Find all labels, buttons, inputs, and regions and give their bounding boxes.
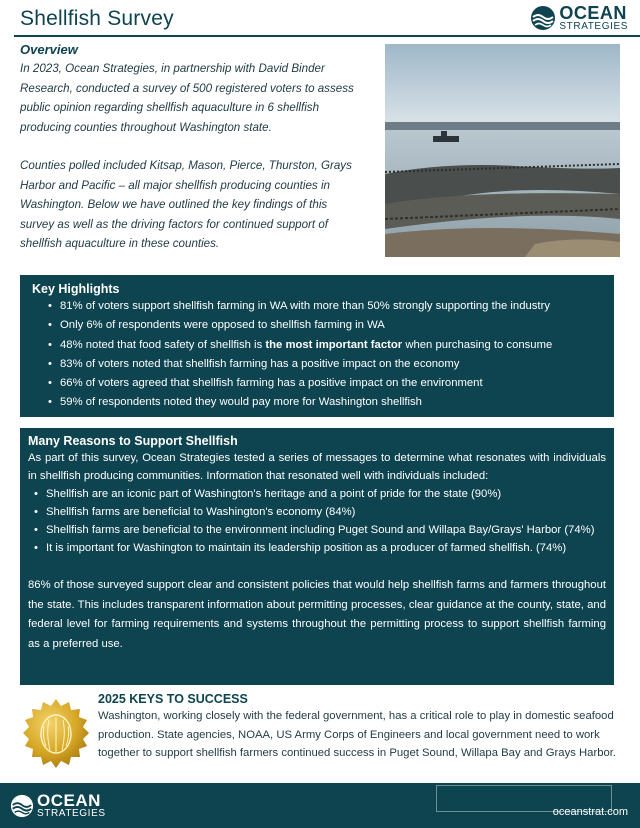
page-header [0, 0, 640, 36]
list-item: • Shellfish farms are beneficial to the environment including Puget Sound and Willapa Bay/Grays' Harbor (74%) [32, 521, 606, 539]
overview-paragraph-1: In 2023, Ocean Strategies, in partnership with David Binder Research, conducted a survey of 500 registered voters to assess public opinion regarding shellfish aquaculture in 6 shellfish producing counties throughout Washington state. [20, 62, 354, 134]
reasons-box [20, 428, 614, 685]
list-item-text: 48% noted that food safety of shellfish is [60, 338, 266, 351]
page-footer [0, 783, 640, 828]
logo-word-strategies: STRATEGIES [559, 21, 628, 32]
overview-heading: Overview [20, 42, 78, 57]
logo-word-ocean: OCEAN [37, 791, 101, 810]
key-highlights-box [20, 275, 614, 417]
list-item: • Shellfish are an iconic part of Washington's heritage and a point of pride for the state (90%) [32, 485, 606, 503]
list-item: • 83% of voters noted that shellfish farming has a positive impact on the economy [46, 355, 604, 374]
logo-word-ocean: OCEAN [559, 3, 627, 23]
list-item: • 66% of voters agreed that shellfish farming has a positive impact on the environment [46, 374, 604, 393]
header-divider [14, 35, 640, 37]
website-link[interactable]: oceanstrat.com [552, 806, 628, 818]
shellfish-farm-photo [385, 44, 620, 257]
gold-shell-seal-icon [22, 698, 90, 770]
reasons-heading: Many Reasons to Support Shellfish [28, 434, 238, 448]
logo-word-strategies: STRATEGIES [37, 808, 106, 819]
keys-to-success-section [98, 692, 618, 763]
list-item: • Only 6% of respondents were opposed to shellfish farming in WA [46, 316, 604, 335]
reasons-list [28, 485, 606, 557]
list-item-text: when purchasing to consume [402, 338, 553, 351]
overview-paragraph-2: Counties polled included Kitsap, Mason, Pierce, Thurston, Grays Harbor and Pacific – all major shellfish producing counties in Washington. Below we have outlined the key findings of this survey as well as the driving factors for continued support of shellfish aquaculture in these counties. [20, 159, 352, 250]
ocean-strategies-logo [530, 4, 628, 32]
reasons-closing: 86% of those surveyed support clear and consistent policies that would help shellfish farms and farmers throughout the state. This includes transparent information about permitting processes, clear guidance at the county, state, and federal level for farming requirements and systems throughout the permitting process to support shellfish farming as a preferred use. [28, 579, 606, 650]
list-item: • 81% of voters support shellfish farming in WA with more than 50% strongly supporting the industry [46, 297, 604, 316]
list-item [46, 336, 604, 355]
reasons-intro: As part of this survey, Ocean Strategies tested a series of messages to determine what resonates with individuals in shellfish producing communities. Information that resonated well with individuals included: [28, 452, 606, 482]
page-title: Shellfish Survey [20, 7, 174, 30]
keys-body: Washington, working closely with the federal government, has a critical role to play in domestic seafood production. State agencies, NOAA, US Army Corps of Engineers and local government need to work together to support shellfish farmers continued success in Puget Sound, Willapa Bay and Grays Harbor. [98, 710, 617, 759]
list-item: • It is important for Washington to maintain its leadership position as a producer of farmed shellfish. (74%) [32, 539, 606, 557]
key-highlights-heading: Key Highlights [32, 282, 120, 296]
wave-logo-icon [530, 5, 556, 31]
overview-section [20, 42, 358, 254]
wave-logo-icon [10, 794, 34, 818]
keys-heading: 2025 KEYS TO SUCCESS [98, 692, 248, 706]
footer-logo [10, 792, 106, 819]
list-item: • 59% of respondents noted they would pay more for Washington shellfish [46, 393, 604, 412]
emphasis-text: the most important factor [265, 338, 403, 351]
list-item: • Shellfish farms are beneficial to Washington's economy (84%) [32, 503, 606, 521]
key-highlights-list [30, 297, 604, 413]
